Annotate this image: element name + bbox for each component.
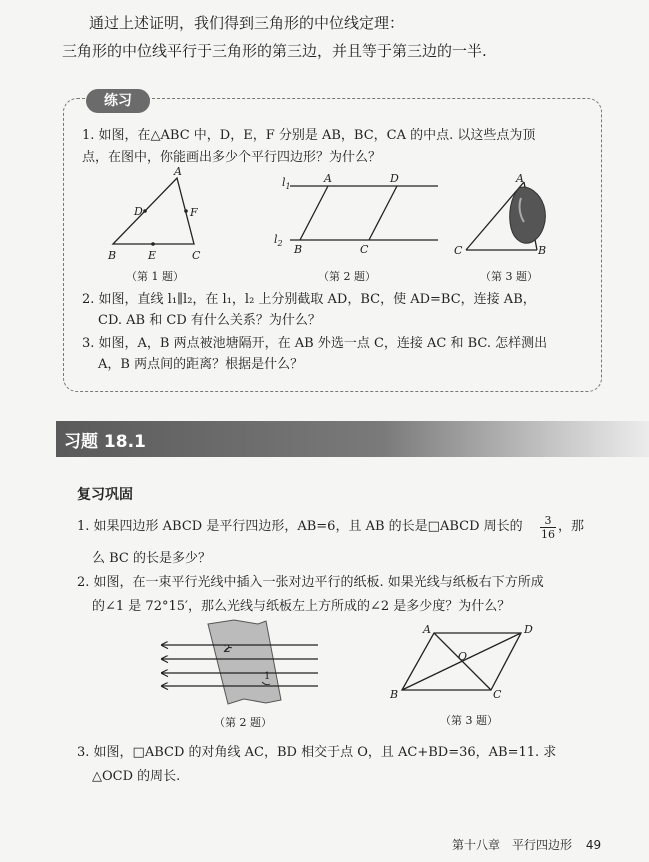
exercise-fig2-label-1: 1 [264,671,271,682]
practice-fig1-label-f: F [190,206,198,219]
practice-fig2-lines [290,186,438,240]
pond-shape [510,187,546,243]
practice-fig1-label-c: C [192,249,201,262]
exercise-3-line-2: △OCD 的周长. [92,769,181,784]
practice-fig1-label-d: D [134,205,143,218]
cardboard-strip [208,620,281,704]
practice-q3-line-1: 3. 如图，A，B 两点被池塘隔开，在 AB 外选一点 C，连接 AC 和 BC. 怎样测出 [82,336,548,351]
practice-fig1-triangle [113,178,194,244]
exercise-fig3-label-a: A [423,623,431,636]
practice-fig2-label-l2 [274,231,283,253]
exercise-fig2-caption: （第 2 题） [214,716,272,729]
exercise-fig2-label-2: 2 [224,644,231,655]
l2-sub: 2 [277,239,283,249]
practice-fig2-label-a: A [324,172,332,185]
exercise-1-fraction [540,514,556,541]
practice-fig1-point-f [184,209,188,213]
exercise-title: 习题 18.1 [64,432,146,452]
practice-fig1-label-b: B [108,249,117,262]
fraction-denominator: 16 [541,528,555,541]
practice-fig2-label-d: D [390,172,399,185]
practice-fig2-label-l1 [282,174,291,196]
practice-figures [0,0,649,300]
practice-fig3-label-a: A [516,172,524,185]
practice-fig2-caption: （第 2 题） [318,270,376,283]
exercise-3-line-1: 3. 如图，□ABCD 的对角线 AC，BD 相交于点 O，且 AC+BD=36，AB=11. 求 [77,745,557,760]
practice-fig3-caption: （第 3 题） [480,270,538,283]
practice-q1-line-1: 1. 如图，在△ABC 中，D，E，F 分别是 AB，BC，CA 的中点. 以这些点为顶 [82,128,536,143]
exercise-1-line-2: 么 BC 的长是多少？ [92,551,212,566]
l1-sub: 1 [285,182,291,192]
exercise-figures [0,600,649,720]
practice-fig1-point-e [151,242,155,246]
exercise-1-line-1a: 1. 如果四边形 ABCD 是平行四边形，AB=6，且 AB 的长是□ABCD 周长的 [77,519,523,534]
practice-q2-line-2: CD. AB 和 CD 有什么关系？为什么？ [98,313,321,328]
fraction-numerator: 3 [544,514,552,527]
exercise-fig3-label-c: C [493,688,502,701]
practice-fig1-caption: （第 1 题） [126,270,184,283]
intro-line-2: 三角形的中位线平行于三角形的第三边，并且等于第三边的一半. [62,42,487,60]
exercise-fig3-caption: （第 3 题） [440,714,498,727]
exercise-fig3-label-b: B [390,688,399,701]
practice-fig1-point-d [143,209,147,213]
chapter-title: 第十八章 平行四边形 [452,838,573,852]
exercise-1-line-1b: ，那 [558,519,585,534]
practice-q1-line-2: 点，在图中，你能画出多少个平行四边形？为什么？ [82,150,382,165]
exercise-fig3-label-o: O [458,650,468,663]
practice-fig2-label-c: C [360,243,369,256]
page-number: 49 [585,838,602,852]
practice-fig3-label-c: C [454,244,463,257]
exercise-2-line-1: 2. 如图，在一束平行光线中插入一张对边平行的纸板. 如果光线与纸板右下方所成 [77,575,544,590]
page-footer [452,836,601,853]
practice-q3-line-2: A，B 两点间的距离？根据是什么？ [98,357,304,372]
practice-fig3-label-b: B [538,244,547,257]
exercise-2-line-2: 的∠1 是 72°15′，那么光线与纸板左上方所成的∠2 是多少度？为什么？ [92,599,511,614]
practice-fig2-label-b: B [294,243,303,256]
practice-q2-line-1: 2. 如图，直线 l₁∥l₂，在 l₁，l₂ 上分别截取 AD，BC，使 AD=BC，连接 AB， [82,292,536,307]
practice-fig1-label-e: E [148,249,157,262]
exercise-fig3-label-d: D [524,623,533,636]
practice-fig1-label-a: A [174,165,182,178]
l1-letter: l [282,176,286,189]
l2-letter: l [274,233,278,246]
intro-line-1: 通过上述证明，我们得到三角形的中位线定理： [89,14,405,32]
practice-tab: 练习 [86,89,150,113]
section-heading: 复习巩固 [77,487,133,503]
